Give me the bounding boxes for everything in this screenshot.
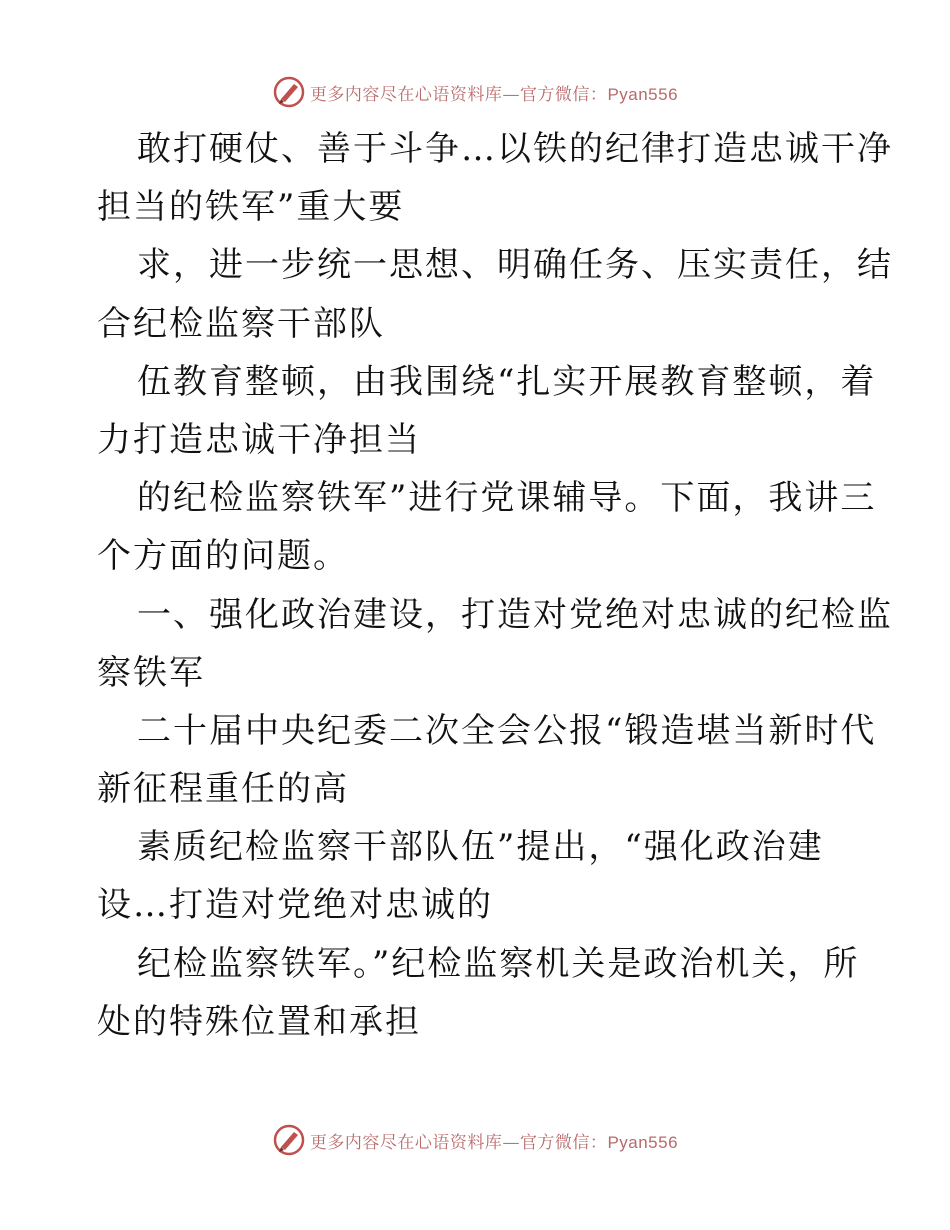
text-line: 二十届中央纪委二次全会公报“锻造堪当新时代 [137, 710, 877, 751]
pen-logo-icon [272, 75, 306, 109]
header-promo-text: 更多内容尽在心语资料库 [309, 84, 503, 105]
text-line: 伍教育整顿，由我围绕“扎实开展教育整顿，着 [137, 361, 877, 402]
footer-separator: — [502, 1132, 520, 1153]
header-wechat-label: 官方微信： [519, 84, 608, 105]
text-line: 求，进一步统一思想、明确任务、压实责任，结 [137, 245, 893, 286]
text-line: 处的特殊位置和承担 [97, 1001, 421, 1042]
document-body [97, 120, 893, 1051]
pen-logo-icon [272, 1123, 306, 1157]
text-line: 设…打造对党绝对忠诚的 [97, 885, 493, 926]
text-line: 素质纪检监察干部队伍”提出，“强化政治建 [137, 827, 824, 868]
text-line: 的纪检监察铁军”进行党课辅导。下面，我讲三 [137, 478, 877, 519]
header-separator: — [502, 84, 520, 105]
text-line: 个方面的问题。 [97, 536, 349, 577]
section-heading-line: 一、强化政治建设，打造对党绝对忠诚的纪检监 [137, 594, 893, 635]
header-promo [310, 80, 678, 105]
footer-wechat-id: Pyan556 [607, 1132, 679, 1152]
header-wechat-id: Pyan556 [607, 84, 679, 104]
footer-wechat-label: 官方微信： [519, 1132, 608, 1153]
text-line: 担当的铁军”重大要 [97, 187, 405, 228]
footer-banner [0, 1120, 950, 1160]
text-line: 力打造忠诚干净担当 [97, 419, 421, 460]
text-line: 合纪检监察干部队 [97, 303, 385, 344]
text-line: 新征程重任的高 [97, 769, 349, 810]
section-heading-line: 察铁军 [97, 652, 205, 693]
header-banner [0, 72, 950, 112]
text-line: 纪检监察铁军。”纪检监察机关是政治机关，所 [137, 943, 860, 984]
text-line: 敢打硬仗、善于斗争…以铁的纪律打造忠诚干净 [137, 129, 893, 169]
footer-promo [310, 1128, 678, 1153]
footer-promo-text: 更多内容尽在心语资料库 [309, 1132, 503, 1153]
